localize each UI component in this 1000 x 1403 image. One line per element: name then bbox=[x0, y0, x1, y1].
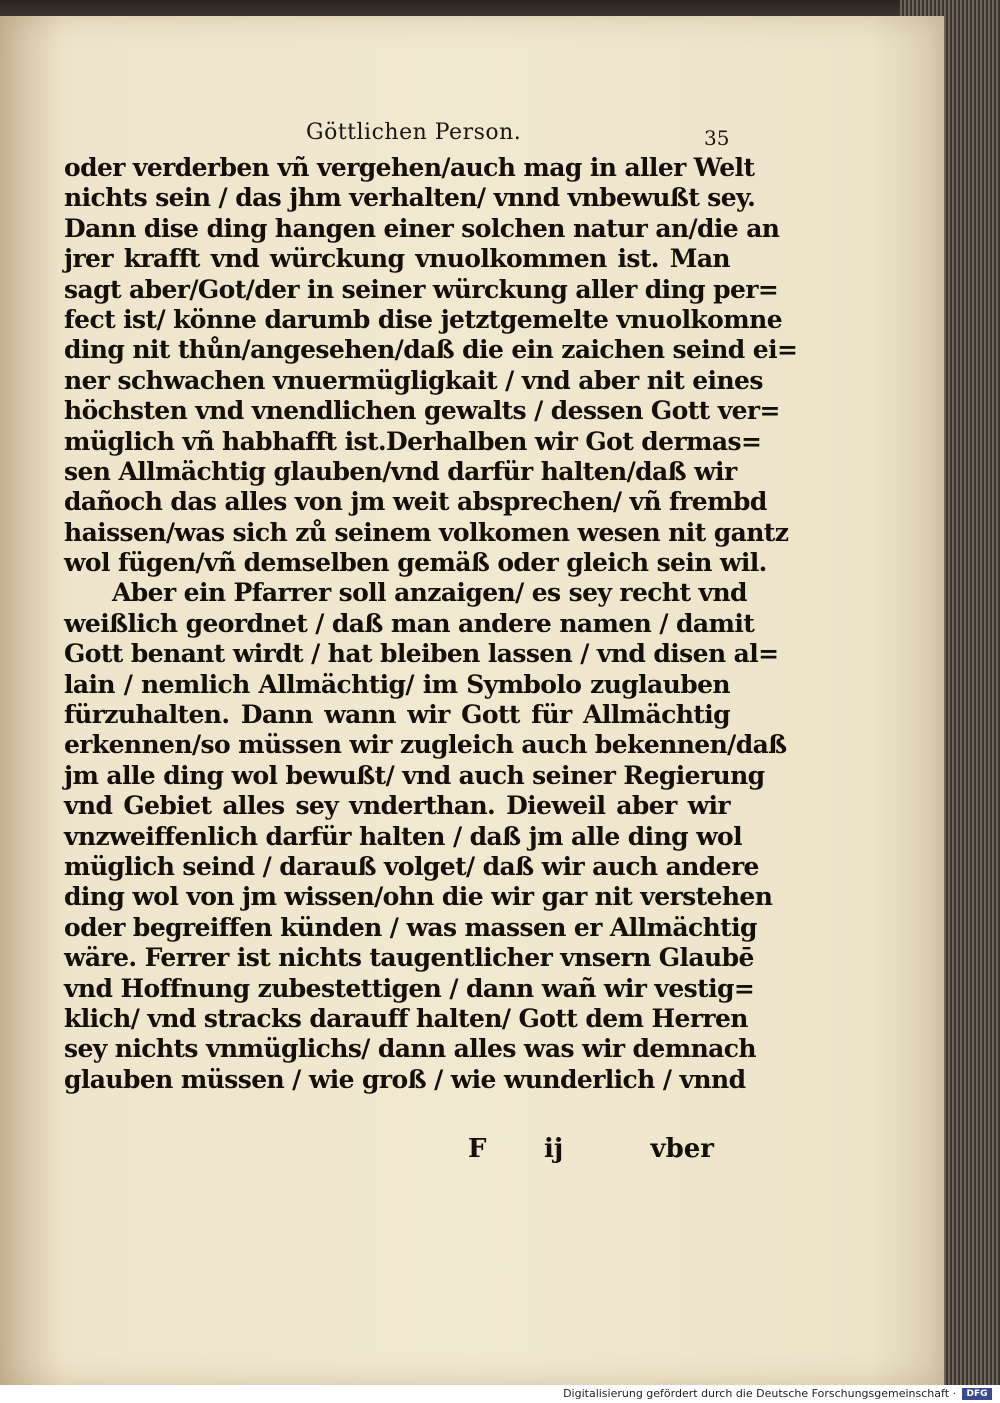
text-line: sen Allmächtig glauben/vnd darfür halten/daß wir bbox=[64, 456, 737, 486]
text-line: haissen/was sich zů seinem volkomen wesen nit gantz bbox=[64, 517, 789, 547]
text-line: weißlich geordnet / daß man andere namen / damit bbox=[64, 608, 755, 638]
footer-credit: Digitalisierung gefördert durch die Deutsche Forschungsgemeinschaft · bbox=[563, 1387, 956, 1400]
text-line: müglich seind / darauß volget/ daß wir auch andere bbox=[64, 851, 759, 881]
footer bbox=[0, 1385, 1000, 1403]
text-line: klich/ vnd stracks darauff halten/ Gott dem Herren bbox=[64, 1003, 748, 1033]
text-line: dañoch das alles von jm weit absprechen/ vñ frembd bbox=[64, 487, 767, 517]
dfg-logo: DFG bbox=[962, 1388, 992, 1400]
text-line: wol fügen/vñ demselben gemäß oder gleich sein wil. bbox=[64, 548, 767, 578]
signature-mark: F bbox=[468, 1134, 487, 1164]
body-text bbox=[64, 153, 798, 1095]
text-line: fürzuhalten. Dann wann wir Gott für Allmächtig bbox=[64, 700, 730, 730]
page-number: 35 bbox=[704, 126, 730, 150]
text-line: sey nichts vnmüglichs/ dann alles was wir demnach bbox=[64, 1034, 756, 1064]
text-line: wäre. Ferrer ist nichts taugentlicher vnsern Glaubē bbox=[64, 943, 754, 973]
text-line: lain / nemlich Allmächtig/ im Symbolo zuglauben bbox=[64, 669, 730, 699]
text-line: oder verderben vñ vergehen/auch mag in aller Welt bbox=[64, 153, 755, 182]
text-line: vnd Hoffnung zubestettigen / dann wañ wir vestig= bbox=[64, 973, 755, 1003]
text-line: vnd Gebiet alles sey vnderthan. Dieweil aber wir bbox=[64, 791, 730, 821]
running-head: Göttlichen Person. bbox=[306, 120, 522, 145]
signature-line bbox=[460, 1134, 714, 1168]
signature-number: ij bbox=[544, 1134, 564, 1164]
text-line: sagt aber/Got/der in seiner würckung aller ding per= bbox=[64, 274, 779, 304]
text-line: ding nit thůn/angesehen/daß die ein zaichen seind ei= bbox=[64, 335, 798, 365]
text-line: jrer krafft vnd würckung vnuolkommen ist. Man bbox=[64, 244, 730, 274]
text-line: höchsten vnd vnendlichen gewalts / dessen Gott ver= bbox=[64, 396, 780, 426]
page-gutter-shadow bbox=[0, 16, 60, 1385]
text-line: erkennen/so müssen wir zugleich auch bekennen/daß bbox=[64, 730, 787, 760]
text-line: oder begreiffen künden / was massen er Allmächtig bbox=[64, 912, 757, 942]
text-line: fect ist/ könne darumb dise jetztgemelte vnuolkomne bbox=[64, 304, 782, 334]
text-line: nichts sein / das jhm verhalten/ vnnd vnbewußt sey. bbox=[64, 183, 756, 213]
text-line: ner schwachen vnuermügligkait / vnd aber nit eines bbox=[64, 365, 763, 395]
text-line: Aber ein Pfarrer soll anzaigen/ es sey recht vnd bbox=[112, 578, 747, 608]
page-header bbox=[300, 114, 730, 154]
text-line: glauben müssen / wie groß / wie wunderlich / vnnd bbox=[64, 1064, 746, 1094]
text-line: Gott benant wirdt / hat bleiben lassen / vnd disen al= bbox=[64, 639, 779, 669]
catchword: vber bbox=[650, 1134, 714, 1164]
text-line: vnzweiffenlich darfür halten / daß jm alle ding wol bbox=[64, 821, 743, 851]
text-line: ding wol von jm wissen/ohn die wir gar nit verstehen bbox=[64, 882, 773, 912]
text-line: jm alle ding wol bewußt/ vnd auch seiner Regierung bbox=[64, 760, 765, 790]
text-line: Dann dise ding hangen einer solchen natur an/die an bbox=[64, 213, 780, 243]
text-line: müglich vñ habhafft ist.Derhalben wir Got dermas= bbox=[64, 426, 762, 456]
